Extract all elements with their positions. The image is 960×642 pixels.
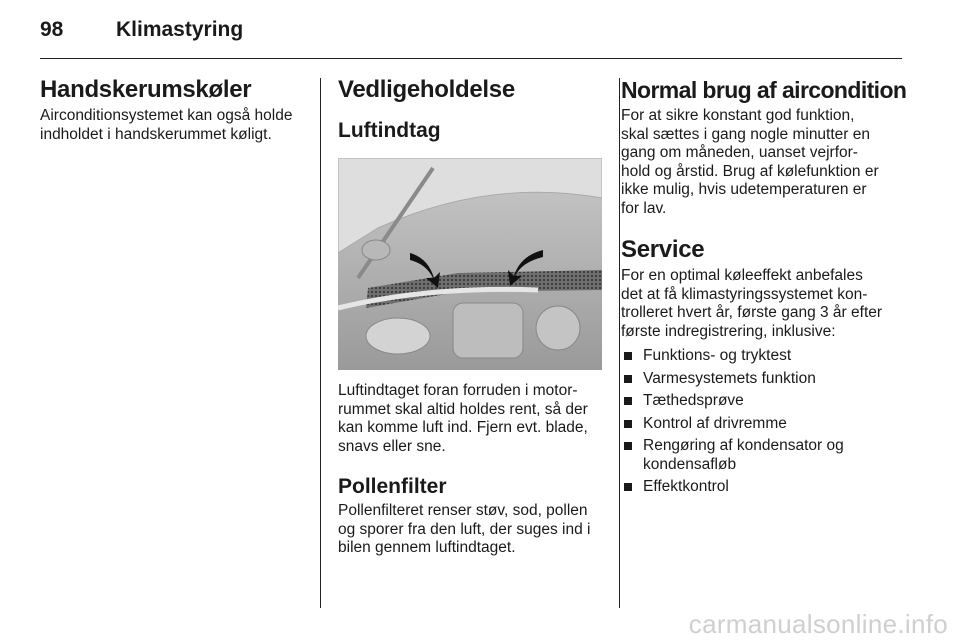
list-item — [621, 415, 903, 434]
bullet-square-icon — [624, 352, 632, 360]
list-item-text: Tæthedsprøve — [643, 392, 744, 409]
text-line: gang om måneden, uanset vejrfor- — [621, 144, 858, 161]
list-item-text: Kontrol af drivremme — [643, 414, 787, 432]
text-line: snavs eller sne. — [338, 437, 446, 455]
running-title: Klimastyring — [116, 18, 244, 41]
list-item — [621, 347, 903, 366]
body-paragraph — [621, 267, 903, 341]
section-heading-handskerumskoler: Handskerumskøler — [40, 76, 252, 103]
watermark: carmanualsonline.info — [688, 609, 948, 639]
subheading-luftindtag: Luftindtag — [338, 119, 441, 142]
column-divider-2 — [619, 78, 620, 608]
reservoir — [366, 318, 430, 354]
column-2 — [338, 76, 602, 558]
bullet-square-icon — [624, 375, 632, 383]
text-line: Luftindtaget foran forruden i motor- — [338, 382, 578, 399]
engine-block — [453, 303, 523, 358]
text-line: For at sikre konstant god funktion, — [621, 107, 855, 124]
body-paragraph — [40, 107, 302, 144]
bullet-square-icon — [624, 420, 632, 428]
header-rule — [40, 58, 902, 59]
list-item-text: Funktions- og tryktest — [643, 347, 792, 364]
body-paragraph — [621, 107, 903, 218]
text-line: Pollenfilteret renser støv, sod, pollen — [338, 502, 588, 519]
list-item-text: Varmesystemets funktion — [643, 369, 816, 387]
list-item-text: Rengøring af kondensator og — [643, 437, 844, 454]
list-item — [621, 478, 903, 497]
list-item-text: kondensafløb — [643, 455, 737, 473]
text-line: trolleret hvert år, første gang 3 år efter — [621, 304, 883, 321]
list-item-text: Effektkontrol — [643, 478, 729, 495]
text-line: for lav. — [621, 199, 667, 217]
section-heading-service: Service — [621, 236, 705, 263]
body-paragraph — [338, 382, 602, 456]
bullet-square-icon — [624, 397, 632, 405]
text-line: hold og årstid. Brug af kølefunktion er — [621, 162, 879, 180]
text-line: det at få klimastyringssystemet kon- — [621, 285, 868, 303]
text-line: ikke mulig, hvis udetemperaturen er — [621, 181, 867, 198]
fluid-cap — [536, 306, 580, 350]
text-line: skal sættes i gang nogle minutter en — [621, 125, 870, 143]
bullet-square-icon — [624, 442, 632, 450]
list-item — [621, 437, 903, 474]
bullet-square-icon — [624, 483, 632, 491]
section-heading-normal-brug: Normal brug af aircondition — [621, 77, 907, 103]
text-line: første indregistrering, inklusive: — [621, 322, 836, 340]
text-line: Airconditionsystemet kan også holde — [40, 107, 293, 124]
engine-bay-illustration — [338, 158, 602, 370]
column-3 — [621, 76, 907, 501]
text-line: indholdet i handskerummet køligt. — [40, 125, 272, 143]
text-line: kan komme luft ind. Fjern evt. blade, — [338, 419, 588, 436]
column-divider-1 — [320, 78, 321, 608]
text-line: og sporer fra den luft, der suges ind i — [338, 520, 591, 538]
section-heading-vedligeholdelse: Vedligeholdelse — [338, 76, 515, 103]
page-number: 98 — [40, 18, 64, 41]
list-item — [621, 370, 903, 389]
list-item — [621, 392, 903, 411]
strut-mount — [362, 240, 390, 260]
body-paragraph — [338, 502, 602, 558]
column-1 — [40, 76, 302, 144]
service-checklist — [621, 347, 903, 497]
subheading-pollenfilter: Pollenfilter — [338, 475, 447, 498]
text-line: bilen gennem luftindtaget. — [338, 539, 516, 556]
text-line: rummet skal altid holdes rent, så der — [338, 400, 588, 418]
text-line: For en optimal køleeffekt anbefales — [621, 267, 863, 284]
